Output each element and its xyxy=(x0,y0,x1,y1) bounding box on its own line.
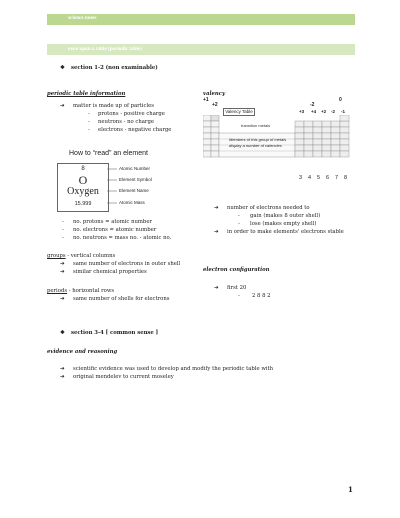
group-number: 4 xyxy=(308,175,312,181)
dash-icon: - xyxy=(238,213,240,219)
header-title: science notes xyxy=(68,15,97,21)
dash-icon: - xyxy=(62,235,64,241)
periods-description: - horizontal rows xyxy=(67,288,115,294)
valency-plus2-b: +2 xyxy=(321,109,327,114)
valency-plus4: +4 xyxy=(311,109,317,114)
group-number: 3 xyxy=(299,175,303,181)
subheader-bar xyxy=(47,44,355,55)
valency-zero: 0 xyxy=(339,97,342,103)
groups-item: similar chemical properties xyxy=(73,269,147,275)
valency-table-label: Valency Table xyxy=(223,108,255,116)
diamond-bullet-icon: ❖ xyxy=(60,65,65,71)
group-number: 6 xyxy=(326,175,330,181)
label-connector-lines xyxy=(107,163,119,211)
group-number: 5 xyxy=(317,175,321,181)
groups-item: same number of electrons in outer shell xyxy=(73,261,181,267)
groups-label: groups xyxy=(47,253,66,259)
valency-plus3: +3 xyxy=(299,109,305,114)
arrow-icon: ➔ xyxy=(60,366,65,372)
group-number: 7 xyxy=(335,175,339,181)
dash-icon: - xyxy=(88,111,90,117)
evidence-heading: evidence and reasoning xyxy=(47,349,118,355)
members-note-1: Members of this group of metals xyxy=(229,137,287,142)
valency-minus2: -2 xyxy=(310,102,315,108)
arrow-icon: ➔ xyxy=(214,285,219,291)
dash-icon: - xyxy=(88,127,90,133)
valency-heading: valency xyxy=(203,91,226,97)
section-3-4-heading: section 3-4 [ common sense ] xyxy=(71,330,159,336)
valency-minus1: -1 xyxy=(341,109,346,114)
dash-icon: - xyxy=(62,227,64,233)
evidence-item: original mendelev to current moseley xyxy=(73,374,174,380)
element-name: Oxygen xyxy=(67,186,99,197)
arrow-icon: ➔ xyxy=(60,296,65,302)
subheader-title: once upon a table (periodic table) xyxy=(68,45,142,52)
arrow-icon: ➔ xyxy=(60,374,65,380)
page-number: 1 xyxy=(348,485,353,494)
arrow-icon: ➔ xyxy=(60,261,65,267)
particle-item: electrons - negative charge xyxy=(98,127,172,133)
periods-item: same number of shells for electrons xyxy=(73,296,170,302)
groups-line xyxy=(47,253,115,259)
config-item: first 20 xyxy=(227,285,247,291)
particle-item: protons - positive charge xyxy=(98,111,165,117)
evidence-item: scientific evidence was used to develop and modify the periodic table with xyxy=(73,366,274,372)
valency-table-image xyxy=(203,97,353,190)
valency-item: gain (makes 8 outer shell) xyxy=(250,213,321,219)
groups-description: - vertical columns xyxy=(65,253,116,259)
arrow-icon: ➔ xyxy=(214,229,219,235)
header-bar xyxy=(47,14,355,25)
group-number: 8 xyxy=(344,175,348,181)
element-label-symbol: Element Symbol xyxy=(119,177,152,182)
matter-text: matter is made up of particles xyxy=(73,103,155,109)
config-value: 2 8 8 2 xyxy=(252,293,271,299)
element-tile xyxy=(57,163,109,212)
periods-line xyxy=(47,288,114,294)
atomic-number: 8 xyxy=(81,166,85,172)
element-label-mass: Atomic Mass xyxy=(119,200,145,205)
group-number-row xyxy=(299,175,355,183)
electron-config-heading: electron configuration xyxy=(203,267,270,273)
valency-plus2: +2 xyxy=(212,102,218,108)
number-rule: no. electrons = atomic number xyxy=(73,227,157,233)
dash-icon: - xyxy=(238,221,240,227)
valency-item: number of electrons needed to xyxy=(227,205,310,211)
valency-minus2-b: -2 xyxy=(331,109,336,114)
element-label-atomic-number: Atomic Number xyxy=(119,166,151,171)
element-symbol: O xyxy=(78,173,88,187)
particle-item: neutrons - no charge xyxy=(98,119,154,125)
atomic-mass: 15.999 xyxy=(74,201,92,207)
dash-icon: - xyxy=(88,119,90,125)
number-rule: no. protons = atomic number xyxy=(73,219,152,225)
valency-item: lose (makes empty shell) xyxy=(250,221,317,227)
transition-metals-label: transition metals xyxy=(241,123,271,128)
section-1-2-heading: section 1-2 (non examinable) xyxy=(71,65,158,71)
dash-icon: - xyxy=(238,293,240,299)
element-label-name: Element Name xyxy=(119,188,149,193)
number-rule: no. neutrons = mass no. - atomic no. xyxy=(73,235,172,241)
arrow-icon: ➔ xyxy=(60,103,65,109)
how-to-read-title: How to “read” an element xyxy=(69,150,148,157)
members-note-2: display a number of valencies xyxy=(229,143,282,148)
arrow-icon: ➔ xyxy=(214,205,219,211)
arrow-icon: ➔ xyxy=(60,269,65,275)
valency-item: in order to make elements' electrons stable xyxy=(227,229,344,235)
valency-plus1: +1 xyxy=(203,97,209,103)
diamond-bullet-icon: ❖ xyxy=(60,330,65,336)
periodic-info-heading: periodic table information xyxy=(47,91,126,97)
periods-label: periods xyxy=(47,288,68,294)
dash-icon: - xyxy=(62,219,64,225)
